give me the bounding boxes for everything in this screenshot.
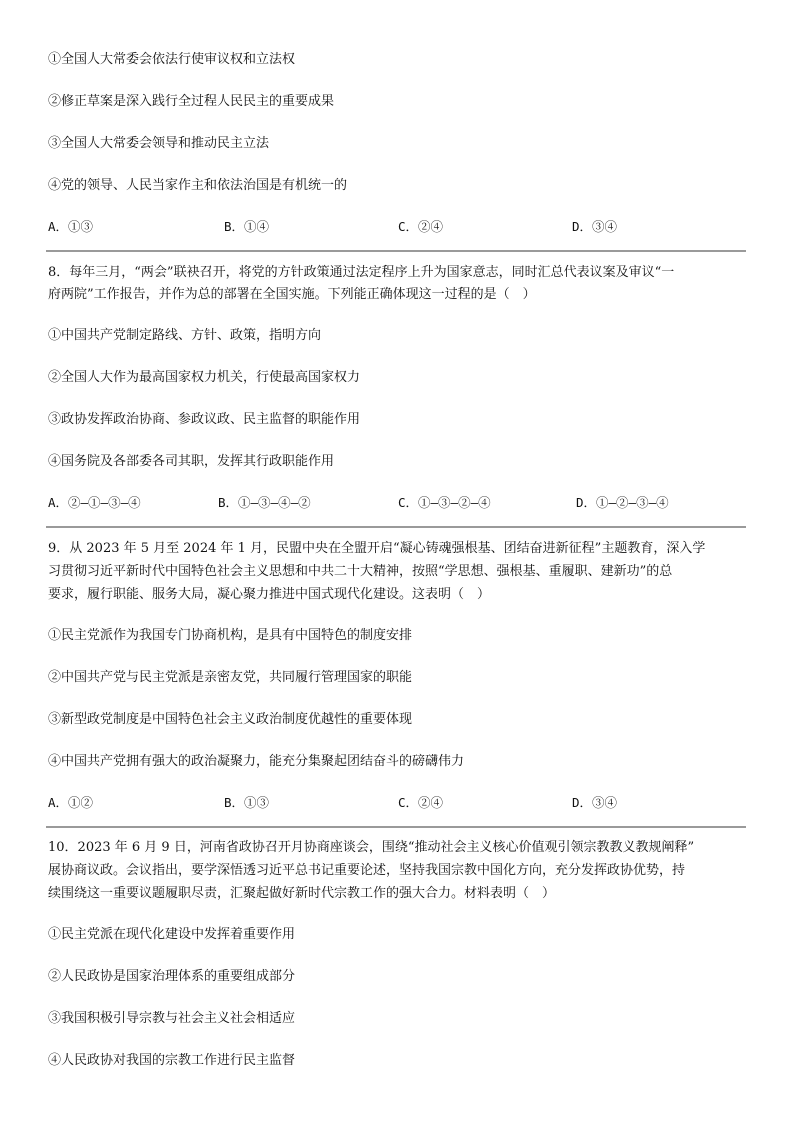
q9-item-1: ①民主党派作为我国专门协商机构，是具有中国特色的制度安排: [48, 628, 413, 643]
q9-item-2: ②中国共产党与民主党派是亲密友党，共同履行管理国家的职能: [48, 670, 413, 685]
q9-option-a[interactable]: A．①②: [48, 795, 94, 810]
q8-option-d[interactable]: D．①—②—③—④: [576, 495, 669, 510]
q10-stem-line-1: 10．2023 年 6 月 9 日，河南省政协召开月协商座谈会，围绕“推动社会主义核心价值观引领宗教教义教规阐释”: [48, 840, 695, 855]
q9-stem-line-1: 9．从 2023 年 5 月至 2024 年 1 月，民盟中央在全盟开启“凝心铸魂强根基、团结奋进新征程”主题教育，深入学: [48, 541, 706, 556]
q8-option-c[interactable]: C．①—③—②—④: [398, 495, 491, 510]
q9-options: [48, 794, 748, 812]
q8-option-a[interactable]: A．②—①—③—④: [48, 495, 141, 510]
q8-item-1: ①中国共产党制定路线、方针、政策，指明方向: [48, 328, 322, 343]
q10-item-1: ①民主党派在现代化建设中发挥着重要作用: [48, 927, 296, 942]
question-divider: [46, 526, 746, 528]
q8-option-b[interactable]: B．①—③—④—②: [218, 495, 311, 510]
q10-item-3: ③我国积极引导宗教与社会主义社会相适应: [48, 1011, 296, 1026]
q7-options: [48, 218, 748, 236]
q8-stem-line-1: 8．每年三月，“两会”联袂召开，将党的方针政策通过法定程序上升为国家意志，同时汇总代表议案及审议“一: [48, 265, 675, 280]
q7-option-d[interactable]: D．③④: [572, 219, 618, 234]
q9-option-d[interactable]: D．③④: [572, 795, 618, 810]
q7-item-4: ④党的领导、人民当家作主和依法治国是有机统一的: [48, 178, 348, 193]
question-divider: [46, 826, 746, 828]
q10-stem-line-2: 展协商议政。会议指出，要学深悟透习近平总书记重要论述，坚持我国宗教中国化方向，充分发挥政协优势，持: [48, 863, 686, 878]
q7-option-b[interactable]: B．①④: [224, 219, 270, 234]
q8-item-4: ④国务院及各部委各司其职，发挥其行政职能作用: [48, 454, 335, 469]
q7-item-2: ②修正草案是深入践行全过程人民民主的重要成果: [48, 94, 335, 109]
q9-option-c[interactable]: C．②④: [398, 795, 444, 810]
q9-stem-line-3: 要求，履行职能、服务大局，凝心聚力推进中国式现代化建设。这表明（ ）: [48, 587, 491, 602]
q8-options: [48, 494, 748, 512]
q8-stem-line-2: 府两院”工作报告，并作为总的部署在全国实施。下列能正确体现这一过程的是（ ）: [48, 287, 536, 302]
q9-item-3: ③新型政党制度是中国特色社会主义政治制度优越性的重要体现: [48, 712, 413, 727]
q10-item-4: ④人民政协对我国的宗教工作进行民主监督: [48, 1053, 296, 1068]
q7-item-3: ③全国人大常委会领导和推动民主立法: [48, 136, 270, 151]
q9-item-4: ④中国共产党拥有强大的政治凝聚力，能充分集聚起团结奋斗的磅礴伟力: [48, 754, 465, 769]
q10-item-2: ②人民政协是国家治理体系的重要组成部分: [48, 969, 296, 984]
q9-stem-line-2: 习贯彻习近平新时代中国特色社会主义思想和中共二十大精神，按照“学思想、强根基、重履职、建新功”的总: [48, 564, 673, 579]
q7-item-1: ①全国人大常委会依法行使审议权和立法权: [48, 52, 296, 67]
q8-item-3: ③政协发挥政治协商、参政议政、民主监督的职能作用: [48, 412, 361, 427]
question-divider: [46, 250, 746, 252]
q10-stem-line-3: 续围绕这一重要议题履职尽责，汇聚起做好新时代宗教工作的强大合力。材料表明（ ）: [48, 886, 556, 901]
q7-option-a[interactable]: A．①③: [48, 219, 94, 234]
q8-item-2: ②全国人大作为最高国家权力机关，行使最高国家权力: [48, 370, 361, 385]
q7-option-c[interactable]: C．②④: [398, 219, 444, 234]
q9-option-b[interactable]: B．①③: [224, 795, 270, 810]
